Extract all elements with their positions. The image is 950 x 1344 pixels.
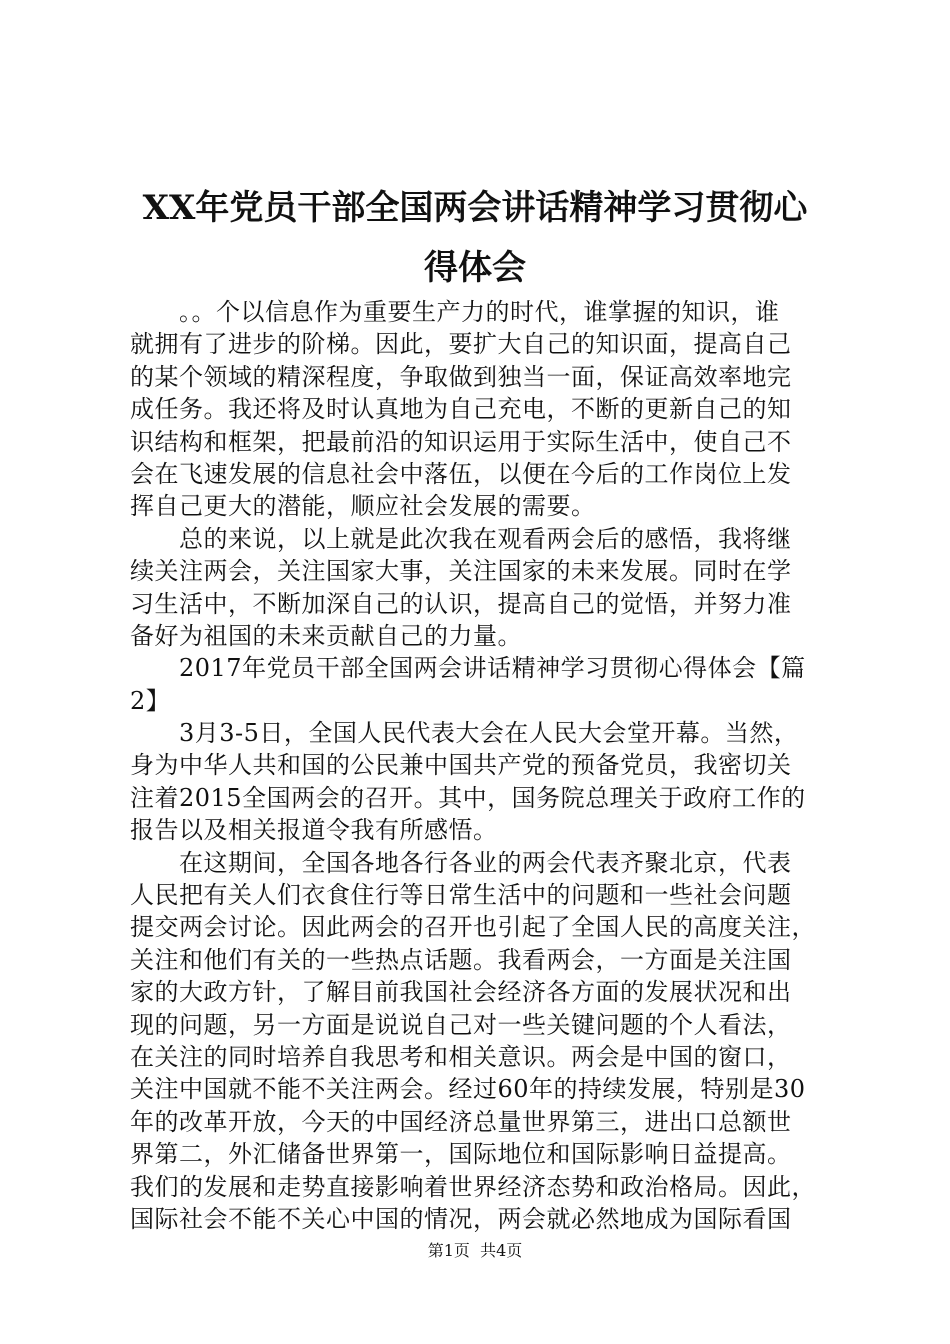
body-text-line: 注着2015全国两会的召开。其中，国务院总理关于政府工作的 (130, 783, 806, 812)
body-text-line: 年的改革开放，今天的中国经济总量世界第三，进出口总额世 (130, 1107, 792, 1136)
body-text-line: 国际社会不能不关心中国的情况，两会就必然地成为国际看国 (130, 1204, 792, 1233)
body-text-line: 续关注两会，关注国家大事，关注国家的未来发展。同时在学 (130, 557, 792, 586)
body-text-line: 成任务。我还将及时认真地为自己充电，不断的更新自己的知 (130, 395, 792, 424)
body-text-line: 关注中国就不能不关注两会。经过60年的持续发展，特别是30 (130, 1075, 806, 1104)
body-text-line: 在关注的同时培养自我思考和相关意识。两会是中国的窗口， (130, 1042, 792, 1071)
page-footer: 第1页 共4页 (427, 1241, 523, 1260)
body-text-line: 。。个以信息作为重要生产力的时代，谁掌握的知识，谁 (130, 298, 780, 326)
body-text-line: 挥自己更大的潜能，顺应社会发展的需要。 (130, 492, 596, 521)
body-text-line: 2017年党员干部全国两会讲话精神学习贯彻心得体会【篇 (130, 654, 806, 683)
document-title-line-2: 得体会 (424, 248, 526, 288)
body-text-line: 人民把有关人们衣食住行等日常生活中的问题和一些社会问题 (130, 881, 792, 910)
body-text-line: 习生活中，不断加深自己的认识，提高自己的觉悟，并努力准 (130, 589, 792, 618)
body-text-line: 的某个领域的精深程度，争取做到独当一面，保证高效率地完 (130, 362, 792, 391)
body-text-line: 界第二，外汇储备世界第一，国际地位和国际影响日益提高。 (130, 1140, 792, 1169)
body-text-line: 会在飞速发展的信息社会中落伍，以便在今后的工作岗位上发 (130, 459, 792, 488)
body-text-line: 识结构和框架，把最前沿的知识运用于实际生活中，使自己不 (130, 427, 792, 456)
body-text-line: 报告以及相关报道令我有所感悟。 (130, 816, 498, 845)
body-text-line: 家的大政方针，了解目前我国社会经济各方面的发展状况和出 (130, 978, 792, 1007)
body-text-line: 关注和他们有关的一些热点话题。我看两会，一方面是关注国 (130, 945, 792, 974)
body-text-line: 3月3-5日，全国人民代表大会在人民大会堂开幕。当然， (130, 719, 799, 748)
body-text-line: 2】 (130, 686, 171, 715)
body-text-line: 提交两会讨论。因此两会的召开也引起了全国人民的高度关注， (130, 913, 816, 942)
document-body (130, 296, 830, 1235)
body-text-line: 现的问题，另一方面是说说自己对一些关键问题的个人看法， (130, 1010, 792, 1039)
body-text-line: 就拥有了进步的阶梯。因此，要扩大自己的知识面，提高自己 (130, 330, 792, 359)
body-text-line: 备好为祖国的未来贡献自己的力量。 (130, 621, 522, 650)
body-text-line: 在这期间，全国各地各行各业的两会代表齐聚北京，代表 (130, 848, 792, 877)
document-title-line-1: XX年党员干部全国两会讲话精神学习贯彻心 (142, 188, 808, 228)
body-text-line: 我们的发展和走势直接影响着世界经济态势和政治格局。因此， (130, 1172, 816, 1201)
body-text-line: 身为中华人共和国的公民兼中国共产党的预备党员，我密切关 (130, 751, 792, 780)
body-text-line: 总的来说，以上就是此次我在观看两会后的感悟，我将继 (130, 524, 792, 553)
